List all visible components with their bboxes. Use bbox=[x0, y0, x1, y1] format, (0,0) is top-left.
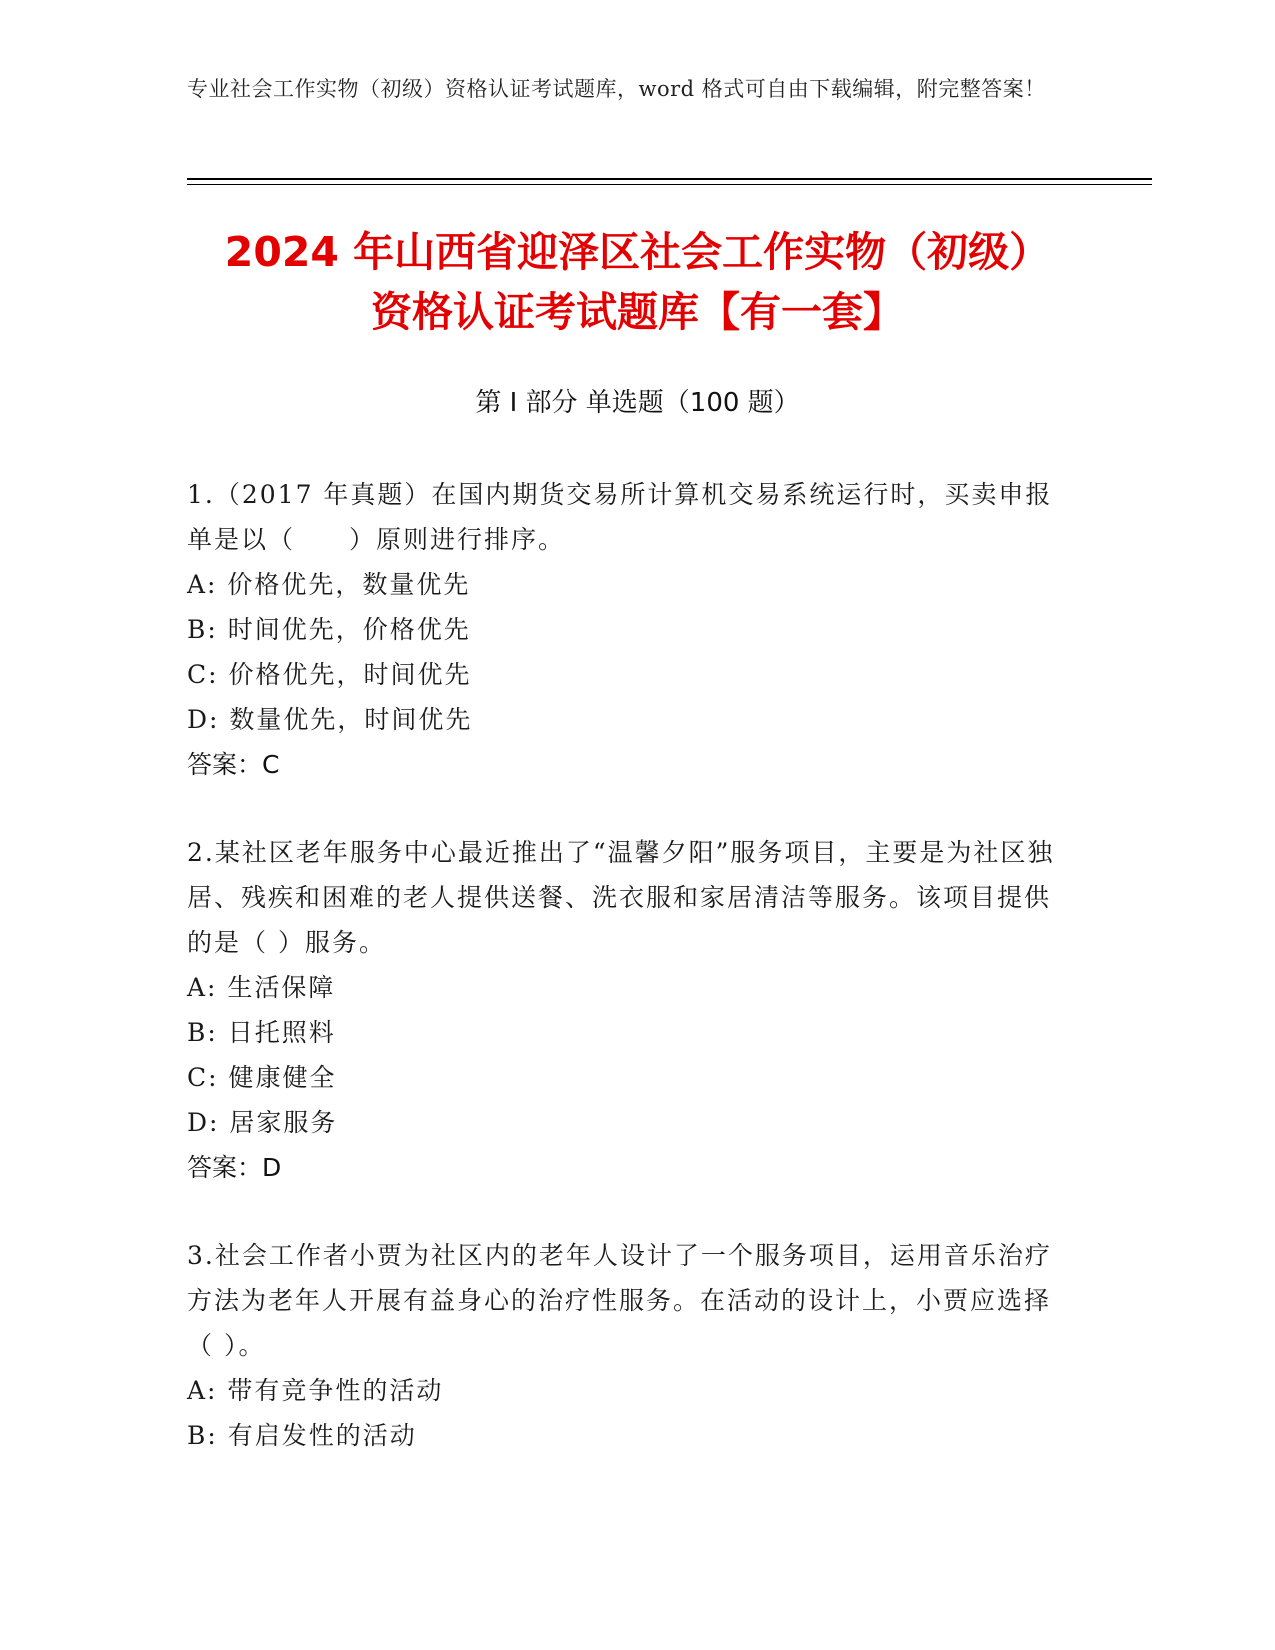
section-heading: 第 I 部分 单选题（100 题） bbox=[475, 388, 800, 418]
option-d: D: 数量优先，时间优先 bbox=[187, 705, 473, 734]
question-3 bbox=[187, 1233, 1067, 1458]
option-a: A: 价格优先，数量优先 bbox=[187, 570, 471, 599]
option-c: C: 健康健全 bbox=[187, 1063, 337, 1092]
question-list bbox=[187, 472, 1067, 1501]
title-line-2: 资格认证考试题库【有一套】 bbox=[371, 288, 904, 336]
option-c: C: 价格优先，时间优先 bbox=[187, 660, 472, 689]
question-stem: 1.（2017 年真题）在国内期货交易所计算机交易系统运行时，买卖申报单是以（ ）原则进行排序。 bbox=[187, 480, 1053, 554]
answer: 答案：C bbox=[187, 750, 280, 779]
header-rule-thick bbox=[187, 178, 1152, 180]
option-b: B: 时间优先，价格优先 bbox=[187, 615, 471, 644]
option-a: A: 生活保障 bbox=[187, 973, 336, 1002]
answer: 答案：D bbox=[187, 1153, 282, 1182]
header-rule-thin bbox=[187, 184, 1152, 185]
question-stem: 3.社会工作者小贾为社区内的老年人设计了一个服务项目，运用音乐治疗方法为老年人开展有益身心的治疗性服务。在活动的设计上，小贾应选择（ ）。 bbox=[187, 1241, 1052, 1360]
question-stem: 2.某社区老年服务中心最近推出了“温馨夕阳”服务项目，主要是为社区独居、残疾和困难的老人提供送餐、洗衣服和家居清洁等服务。该项目提供的是（ ）服务。 bbox=[187, 838, 1055, 957]
title-line-1: 2024 年山西省迎泽区社会工作实物（初级） bbox=[224, 228, 1051, 276]
document-title bbox=[160, 222, 1115, 342]
question-1 bbox=[187, 472, 1067, 787]
question-2 bbox=[187, 830, 1067, 1190]
header-note: 专业社会工作实物（初级）资格认证考试题库，word 格式可自由下载编辑，附完整答案！ bbox=[187, 77, 1046, 101]
option-d: D: 居家服务 bbox=[187, 1108, 338, 1137]
option-a: A: 带有竞争性的活动 bbox=[187, 1376, 444, 1405]
option-b: B: 有启发性的活动 bbox=[187, 1421, 417, 1450]
option-b: B: 日托照料 bbox=[187, 1018, 336, 1047]
